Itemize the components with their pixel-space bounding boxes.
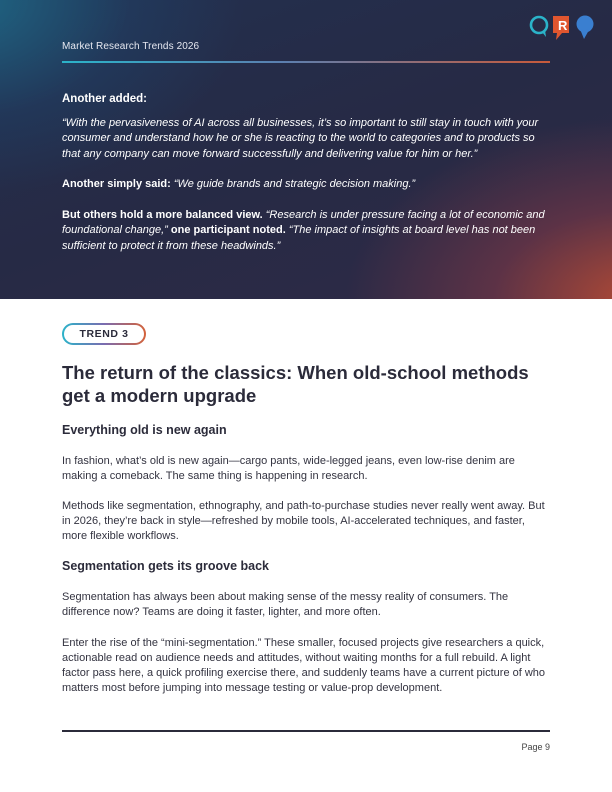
paragraph-segmentation: Segmentation has always been about making sense of the messy reality of consumers. The difference now? Teams are doing it faster, lighter, and more often. xyxy=(62,591,509,618)
paragraph-mini-segmentation: Enter the rise of the “mini-segmentation.” These smaller, focused projects give researchers a quick, actionable read on audience needs and attitudes, without waiting months for a full rebuild. A light factor pass here, a quick profiling exercise there, and suddenly teams have a current picture of who matters most before jumping into message testing or value-prop development. xyxy=(62,637,546,694)
document-title: Market Research Trends 2026 xyxy=(62,41,200,52)
footer-divider xyxy=(62,730,550,732)
quote-1-text: “With the pervasiveness of AI across all businesses, it’s so important to still stay in touch with your consumer and understand how he or she is reacting to the world to categories and to products so that any company can move forward successfully and delivering value for him or her.” xyxy=(62,116,539,160)
quote-3-attribution: one participant noted. xyxy=(170,224,286,236)
paragraph-fashion: In fashion, what’s old is new again—cargo pants, wide-legged jeans, even low-rise denim are making a comeback. The same thing is happening in research. xyxy=(62,455,515,482)
section-title: The return of the classics: When old-school methods get a modern upgrade xyxy=(62,362,529,406)
trend-badge: TREND 3 xyxy=(62,323,146,345)
quote-2-text: “We guide brands and strategic decision making.” xyxy=(173,178,416,190)
paragraph-methods: Methods like segmentation, ethnography, and path-to-purchase studies never really went away. But in 2026, they’re back in style—refreshed by mobile tools, AI-accelerated techniques, and faster, more flexible workflows. xyxy=(62,500,545,542)
quote-2-label: Another simply said: xyxy=(62,178,171,190)
brand-logos xyxy=(529,14,599,42)
speech-drop-icon xyxy=(577,16,594,40)
quote-3-text-continued: “The impact of insights at board level has not been sufficient to protect it from these headwinds.” xyxy=(62,224,536,252)
subheading-everything-old: Everything old is new again xyxy=(62,423,227,437)
r-logo-icon xyxy=(553,16,569,40)
chat-bubble-icon xyxy=(531,17,547,37)
subheading-segmentation: Segmentation gets its groove back xyxy=(62,559,269,573)
quote-1-label: Another added: xyxy=(62,93,147,105)
quote-3-label: But others hold a more balanced view. xyxy=(62,208,263,221)
hero-banner xyxy=(0,0,612,299)
quote-3-text: “Research is under pressure facing a lot of economic and foundational change,” xyxy=(62,208,545,236)
page-number: Page 9 xyxy=(521,742,550,752)
svg-text:R: R xyxy=(558,18,568,33)
quotes-section xyxy=(62,92,552,254)
header-divider xyxy=(62,61,550,63)
